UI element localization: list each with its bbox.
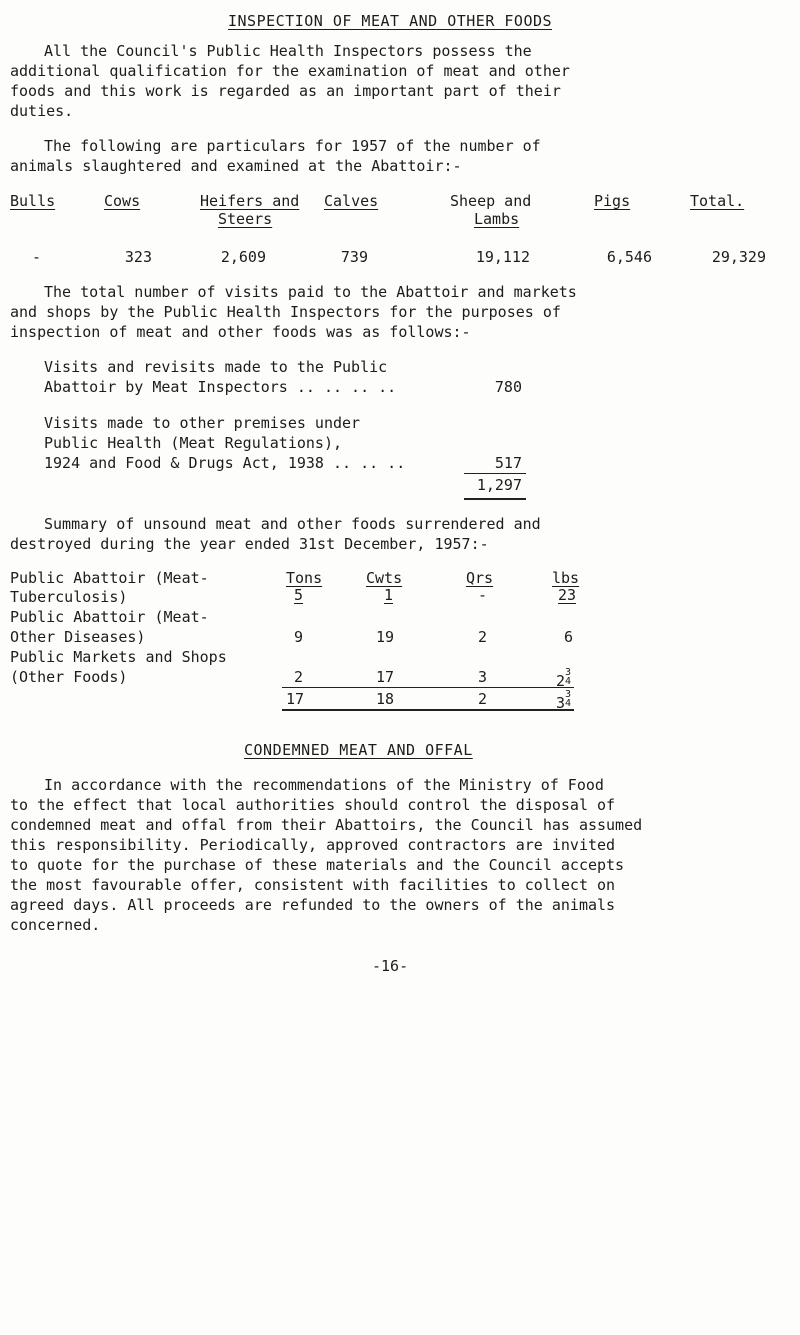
visits-item-label: Abattoir by Meat Inspectors .. .. .. .. [44, 378, 397, 396]
condemned-line: agreed days. All proceeds are refunded to the owners of the animals [10, 896, 616, 914]
particulars-line: animals slaughtered and examined at the Abattoir:- [10, 157, 462, 175]
unsound-header-qrs: Qrs [466, 569, 494, 587]
intro-line: foods and this work is regarded as an important part of their [10, 82, 561, 100]
visits-line: The total number of visits paid to the Abattoir and markets [44, 283, 577, 301]
unsound-row-label: (Other Foods) [10, 668, 128, 686]
unsound-header-cwts: Cwts [366, 569, 403, 587]
unsound-total-cell: 2 [478, 690, 488, 708]
visits-item-label: Visits made to other premises under [44, 414, 361, 432]
unsound-cell: 6 [564, 628, 574, 646]
visits-item-label: Visits and revisits made to the Public [44, 358, 388, 376]
visits-item-value: 517 [494, 454, 522, 472]
visits-item-label: 1924 and Food & Drugs Act, 1938 .. .. .. [44, 454, 406, 472]
fraction-denominator: 4 [565, 698, 572, 709]
page-number: -16- [372, 957, 409, 975]
unsound-cell: 3 [478, 668, 488, 686]
unsound-header-tons: Tons [286, 569, 323, 587]
unsound-row-label: Public Abattoir (Meat- [10, 569, 209, 587]
condemned-line: to quote for the purchase of these materials and the Council accepts [10, 856, 625, 874]
animals-header-cows: Cows [104, 192, 141, 210]
animals-header-calves: Calves [324, 192, 379, 210]
animals-header-pigs: Pigs [594, 192, 631, 210]
summary-line: Summary of unsound meat and other foods surrendered and [44, 515, 541, 533]
unsound-cell: 2 [294, 668, 304, 686]
fraction [565, 690, 571, 708]
animals-header-total: Total. [690, 192, 745, 210]
animals-header-steers: Steers [218, 210, 273, 228]
unsound-total-cell: 3 [556, 694, 566, 712]
fraction-numerator: 3 [565, 689, 572, 700]
unsound-row-label: Public Abattoir (Meat- [10, 608, 209, 626]
animals-value-sheep: 19,112 [475, 248, 530, 266]
condemned-heading: CONDEMNED MEAT AND OFFAL [244, 741, 473, 759]
fraction-numerator: 3 [565, 667, 572, 678]
condemned-line: concerned. [10, 916, 101, 934]
animals-header-sheep: Sheep and [450, 192, 532, 210]
visits-item-label: Public Health (Meat Regulations), [44, 434, 343, 452]
visits-line: and shops by the Public Health Inspectors for the purposes of [10, 303, 561, 321]
unsound-cell: 19 [376, 628, 395, 646]
animals-value-cows: 323 [124, 248, 152, 266]
unsound-subtotal-rule [282, 687, 574, 688]
unsound-cell: 9 [294, 628, 304, 646]
unsound-cell: 2 [478, 628, 488, 646]
unsound-cell: 1 [384, 586, 394, 604]
condemned-line: this responsibility. Periodically, approved contractors are invited [10, 836, 616, 854]
unsound-cell: 17 [376, 668, 395, 686]
visits-total-rule [464, 498, 526, 500]
animals-value-total: 29,329 [711, 248, 766, 266]
animals-value-calves: 739 [340, 248, 368, 266]
unsound-row-label: Other Diseases) [10, 628, 146, 646]
particulars-line: The following are particulars for 1957 of the number of [44, 137, 541, 155]
unsound-header-lbs: lbs [552, 569, 580, 587]
animals-value-heifers: 2,609 [220, 248, 266, 266]
fraction-denominator: 4 [565, 676, 572, 687]
visits-subtotal-rule [464, 473, 526, 474]
condemned-line: to the effect that local authorities should control the disposal of [10, 796, 616, 814]
page-heading: INSPECTION OF MEAT AND OTHER FOODS [228, 12, 553, 30]
unsound-total-cell: 18 [376, 690, 395, 708]
intro-line: duties. [10, 102, 74, 120]
unsound-cell: 23 [558, 586, 577, 604]
unsound-cell: - [478, 586, 488, 604]
visits-total: 1,297 [476, 476, 522, 494]
unsound-cell: 2 [556, 672, 566, 690]
unsound-total-cell: 17 [286, 690, 305, 708]
summary-line: destroyed during the year ended 31st December, 1957:- [10, 535, 489, 553]
animals-value-bulls: - [32, 248, 42, 266]
condemned-line: condemned meat and offal from their Abattoirs, the Council has assumed [10, 816, 643, 834]
visits-line: inspection of meat and other foods was as follows:- [10, 323, 471, 341]
condemned-line: In accordance with the recommendations of the Ministry of Food [44, 776, 604, 794]
unsound-total-rule [282, 709, 574, 711]
intro-line: additional qualification for the examination of meat and other [10, 62, 570, 80]
fraction [565, 668, 571, 686]
intro-line: All the Council's Public Health Inspectors possess the [44, 42, 532, 60]
unsound-row-label: Tuberculosis) [10, 588, 128, 606]
unsound-cell: 5 [294, 586, 304, 604]
animals-header-heifers: Heifers and [200, 192, 300, 210]
condemned-line: the most favourable offer, consistent with facilities to collect on [10, 876, 616, 894]
visits-item-value: 780 [494, 378, 522, 396]
animals-value-pigs: 6,546 [606, 248, 652, 266]
unsound-row-label: Public Markets and Shops [10, 648, 227, 666]
animals-header-bulls: Bulls [10, 192, 56, 210]
animals-header-lambs: Lambs [474, 210, 520, 228]
